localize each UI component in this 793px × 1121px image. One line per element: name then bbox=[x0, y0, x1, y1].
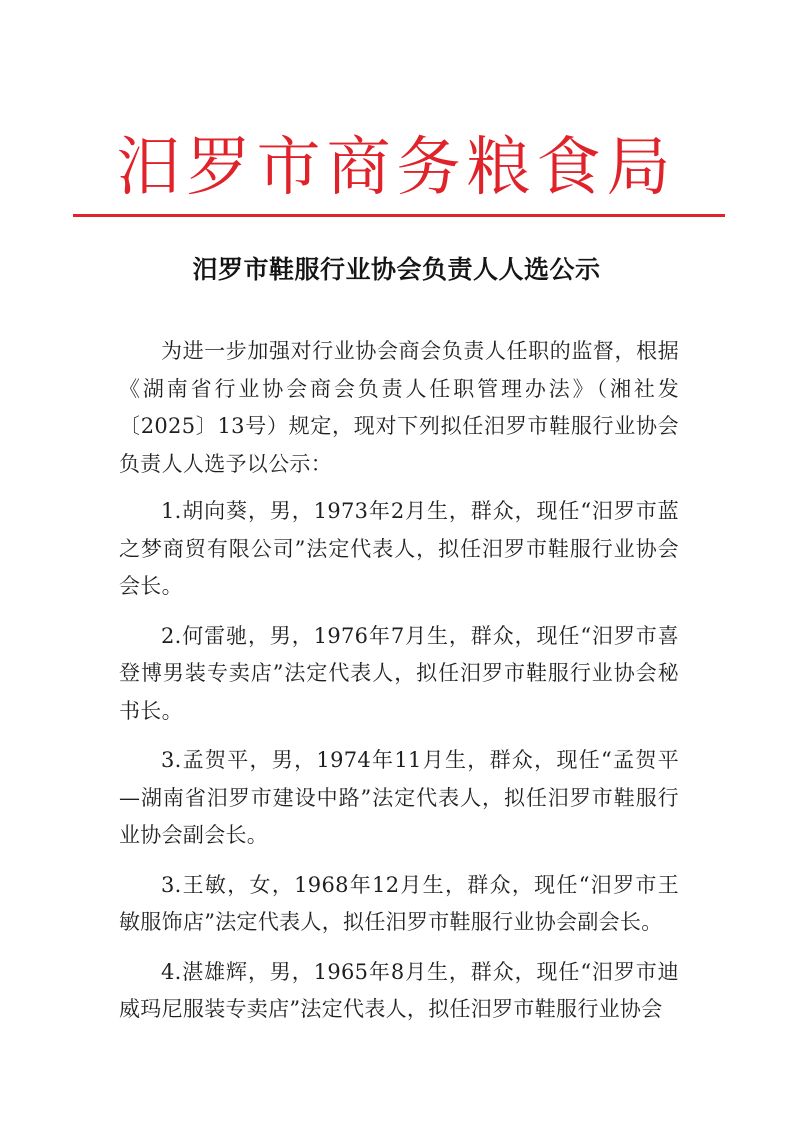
document-title: 汨罗市鞋服行业协会负责人人选公示 bbox=[192, 255, 601, 284]
candidate-paragraph-5: 4.湛雄辉，男，1965年8月生，群众，现任“汨罗市迪威玛尼服装专卖店”法定代表人，拟任汨罗市鞋服行业协会 bbox=[119, 959, 679, 1021]
candidate-paragraph-1: 1.胡向葵，男，1973年2月生，群众，现任“汨罗市蓝之梦商贸有限公司”法定代表人，拟任汨罗市鞋服行业协会会长。 bbox=[119, 499, 679, 598]
letterhead-org-name: 汨罗市商务粮食局 bbox=[116, 131, 677, 205]
candidate-paragraph-4: 3.王敏，女，1968年12月生，群众，现任“汨罗市王敏服饰店”法定代表人，拟任汨罗市鞋服行业协会副会长。 bbox=[119, 872, 679, 934]
candidate-paragraph-3: 3.孟贺平，男，1974年11月生，群众，现任“孟贺平—湖南省汨罗市建设中路”法定代表人，拟任汨罗市鞋服行业协会副会长。 bbox=[119, 748, 679, 847]
letterhead-red-rule bbox=[73, 214, 725, 217]
intro-paragraph: 为进一步加强对行业协会商会负责人任职的监督，根据《湖南省行业协会商会负责人任职管理办法》（湘社发〔2025〕13号）规定，现对下列拟任汨罗市鞋服行业协会负责人人选予以公示： bbox=[119, 339, 679, 476]
candidate-paragraph-2: 2.何雷驰，男，1976年7月生，群众，现任“汨罗市喜登博男装专卖店”法定代表人，拟任汨罗市鞋服行业协会秘书长。 bbox=[119, 623, 679, 723]
document-body bbox=[119, 333, 679, 1041]
